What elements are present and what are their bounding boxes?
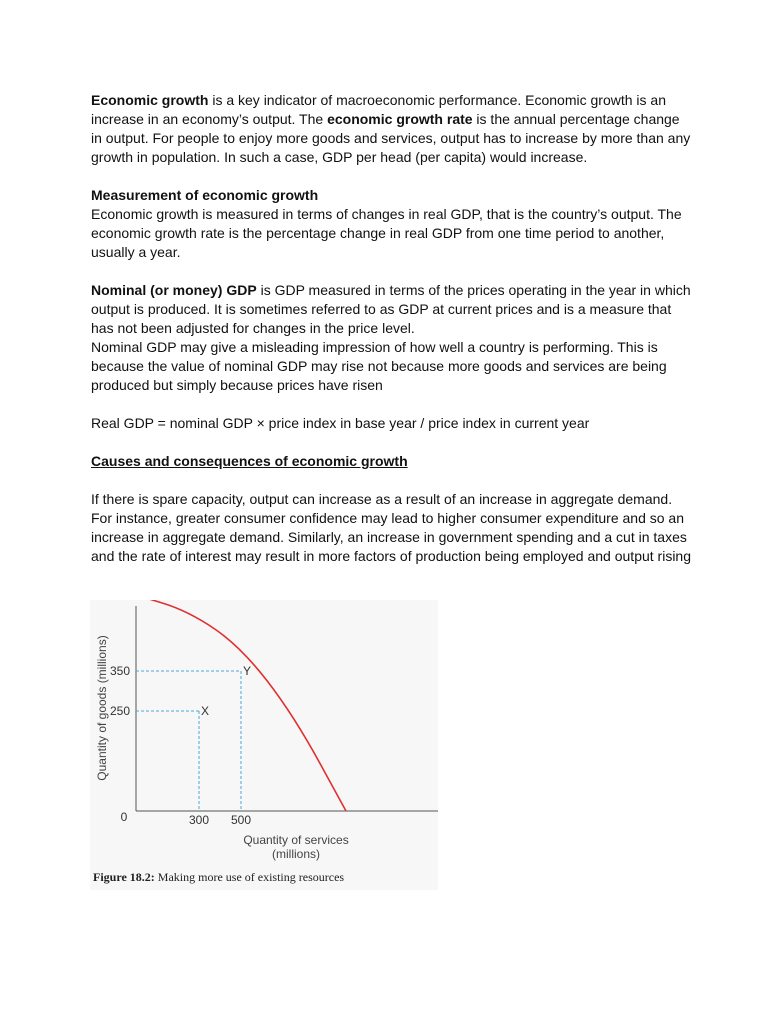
origin-label: 0 (120, 810, 128, 824)
point-label-y: Y (243, 664, 252, 678)
measurement-paragraph: Economic growth is measured in terms of changes in real GDP, that is the country’s output. The economic growth rate is the percentage change in real GDP from one time period to another, usually a year. (91, 206, 682, 260)
chart-marks (110, 600, 349, 861)
point-label-x: X (201, 704, 210, 718)
y-tick-250: 250 (109, 704, 130, 718)
intro-paragraph: Economic growth is a key indicator of macroeconomic performance. Economic growth is an increase in an economy’s output. The economic growth rate is the annual percentage change in output. For people to enjoy more goods and services, output has to increase by more than any growth in population. In such a case, GDP per head (per capita) would increase. (91, 92, 691, 165)
section-heading-measurement: Measurement of economic growth (91, 187, 319, 203)
causes-paragraph: If there is spare capacity, output can increase as a result of an increase in aggregate demand. For instance, greater consumer confidence may lead to higher consumer expenditure and so an increase in aggregate demand. Similarly, an increase in government spending and a cut in taxes and the rate of interest may result in more factors of production being employed and output rising (91, 491, 692, 564)
figure-caption: Figure 18.2: Making more use of existing resources (93, 870, 345, 884)
ppc-figure (90, 600, 438, 890)
x-tick-500: 500 (230, 813, 252, 827)
term-economic-growth: Economic growth (91, 92, 209, 108)
y-axis-label: Quantity of goods (millions) (95, 635, 109, 781)
y-tick-350: 350 (109, 664, 130, 678)
nominal-gdp-paragraph: Nominal (or money) GDP is GDP measured in terms of the prices operating in the year in which output is produced. It is sometimes referred to as GDP at current prices and is a measure that has not been adjusted for changes in the price level. (91, 282, 691, 336)
nominal-gdp-paragraph-2: Nominal GDP may give a misleading impression of how well a country is performing. This is because the value of nominal GDP may rise not because more goods and services are being produced but simply because prices have risen (91, 339, 667, 393)
term-nominal-gdp: Nominal (or money) GDP (91, 282, 257, 298)
section-heading-causes: Causes and consequences of economic growth (91, 453, 408, 469)
x-axis-label-line2: (millions) (272, 847, 320, 861)
document-body (91, 91, 691, 566)
ppc-chart (90, 600, 438, 870)
x-axis-label-line1: Quantity of services (243, 833, 349, 847)
ppc-curve (136, 600, 346, 811)
real-gdp-formula: Real GDP = nominal GDP × price index in base year / price index in current year (91, 415, 590, 431)
x-tick-300: 300 (188, 813, 210, 827)
term-growth-rate: economic growth rate (327, 111, 473, 127)
